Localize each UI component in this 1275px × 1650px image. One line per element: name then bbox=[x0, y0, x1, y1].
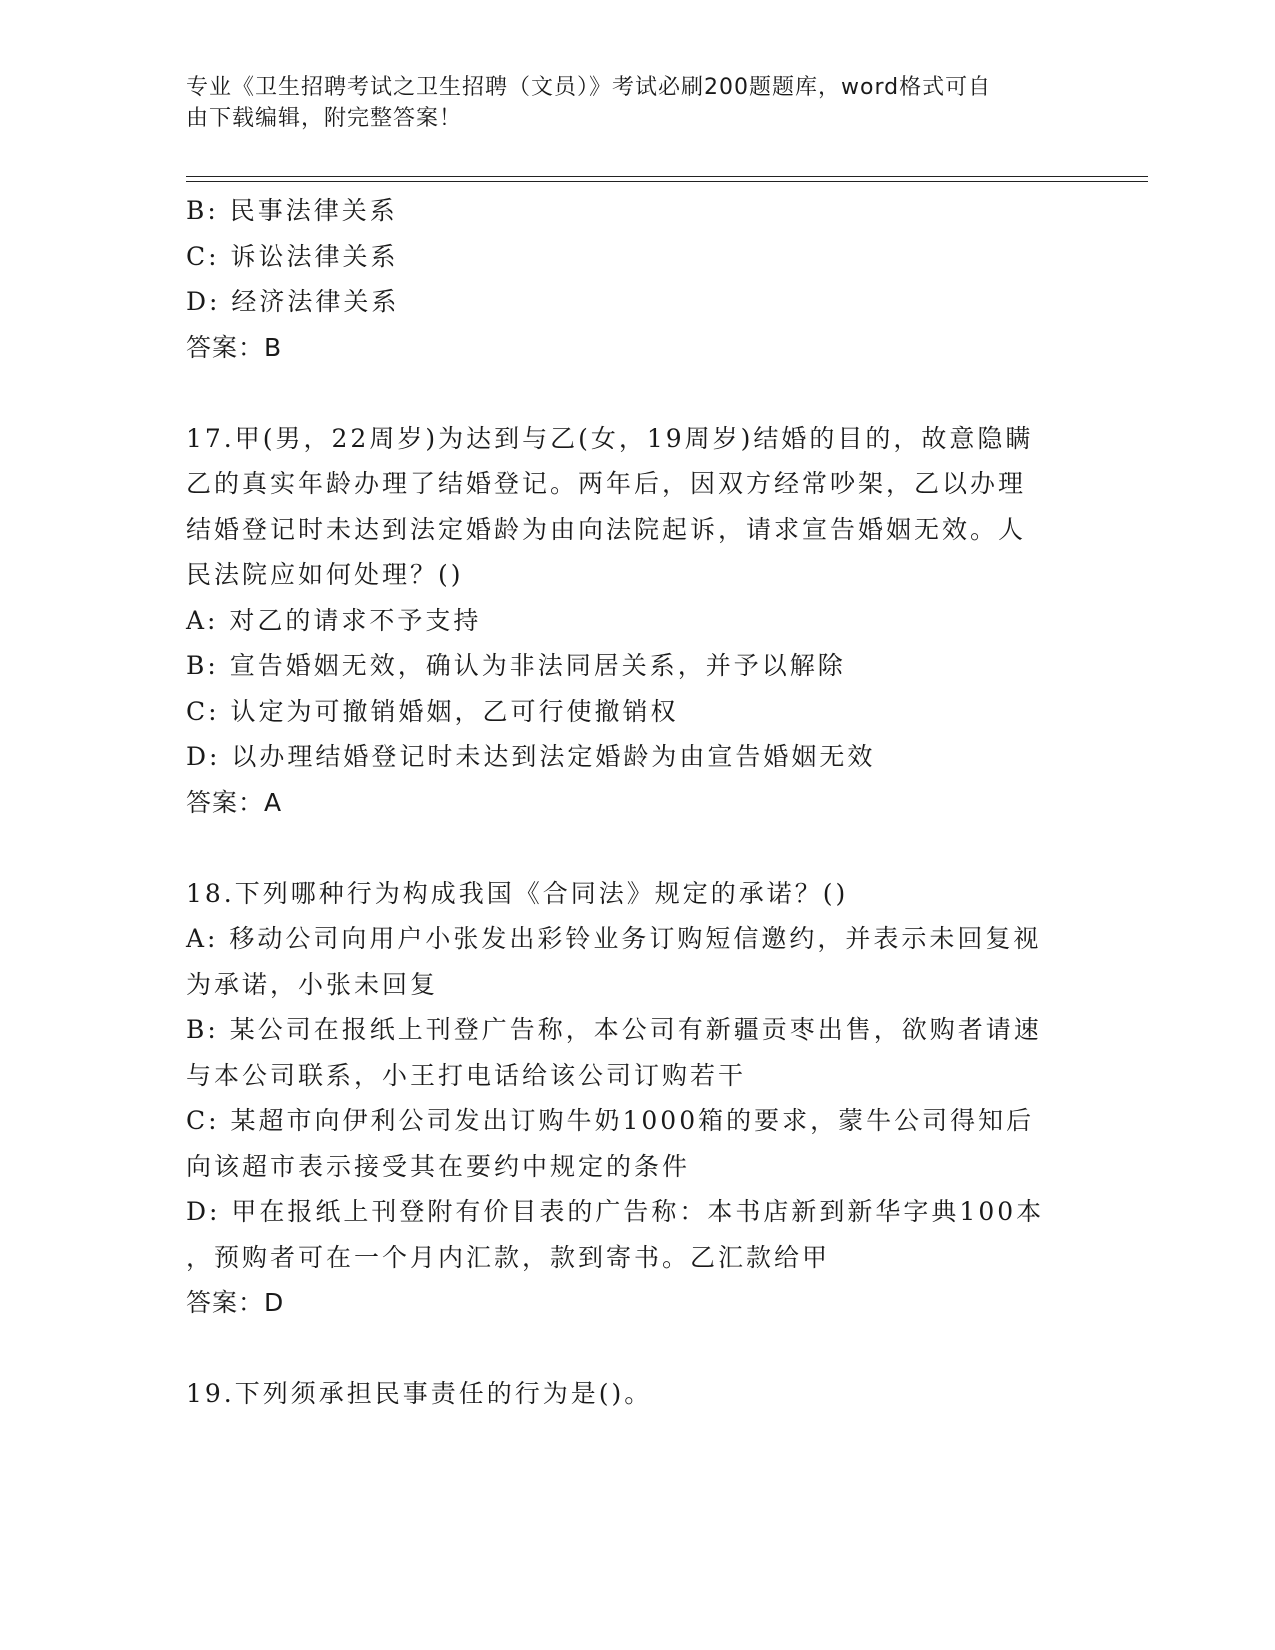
question-16-tail bbox=[186, 188, 1066, 370]
option-d: D: 以办理结婚登记时未达到法定婚龄为由宣告婚姻无效 bbox=[186, 742, 876, 771]
header-line-1: 专业《卫生招聘考试之卫生招聘（文员）》考试必刷200题题库，word格式可自 bbox=[186, 75, 992, 100]
page-header bbox=[186, 72, 1066, 134]
option-d: D: 经济法律关系 bbox=[186, 287, 400, 316]
option-b-continued: 与本公司联系，小王打电话给该公司订购若干 bbox=[186, 1060, 747, 1090]
header-divider-bottom bbox=[186, 181, 1148, 182]
question-stem-line: 乙的真实年龄办理了结婚登记。两年后，因双方经常吵架，乙以办理 bbox=[186, 469, 1027, 498]
spacer bbox=[186, 1326, 1066, 1372]
option-c-continued: 向该超市表示接受其在要约中规定的条件 bbox=[186, 1151, 691, 1181]
option-b: B: 宣告婚姻无效，确认为非法同居关系，并予以解除 bbox=[186, 651, 846, 680]
option-c: C: 诉讼法律关系 bbox=[186, 241, 399, 271]
option-a: A: 对乙的请求不予支持 bbox=[186, 605, 482, 635]
option-d-continued: ，预购者可在一个月内汇款，款到寄书。乙汇款给甲 bbox=[186, 1242, 831, 1272]
option-a-continued: 为承诺，小张未回复 bbox=[186, 969, 439, 999]
question-19 bbox=[186, 1371, 1066, 1417]
spacer bbox=[186, 370, 1066, 416]
question-body bbox=[186, 188, 1066, 1417]
answer-line: 答案：B bbox=[186, 332, 283, 362]
question-17 bbox=[186, 416, 1066, 826]
question-stem-line: 19.下列须承担民事责任的行为是()。 bbox=[186, 1379, 653, 1408]
question-stem-line: 17.甲(男，22周岁)为达到与乙(女，19周岁)结婚的目的，故意隐瞒 bbox=[186, 423, 1034, 453]
question-stem-line: 18.下列哪种行为构成我国《合同法》规定的承诺？() bbox=[186, 878, 849, 908]
answer-line: 答案：A bbox=[186, 787, 283, 817]
question-stem-line: 结婚登记时未达到法定婚龄为由向法院起诉，请求宣告婚姻无效。人 bbox=[186, 514, 1027, 544]
header-line-2: 由下载编辑，附完整答案！ bbox=[186, 106, 463, 131]
header-divider-top bbox=[186, 176, 1148, 177]
option-c: C: 某超市向伊利公司发出订购牛奶1000箱的要求，蒙牛公司得知后 bbox=[186, 1106, 1035, 1135]
option-b: B: 某公司在报纸上刊登广告称，本公司有新疆贡枣出售，欲购者请速 bbox=[186, 1015, 1042, 1044]
question-stem-line: 民法院应如何处理？() bbox=[186, 560, 464, 589]
option-d: D: 甲在报纸上刊登附有价目表的广告称：本书店新到新华字典100本 bbox=[186, 1197, 1045, 1226]
answer-line: 答案：D bbox=[186, 1288, 285, 1317]
option-c: C: 认定为可撤销婚姻，乙可行使撤销权 bbox=[186, 696, 679, 726]
question-18 bbox=[186, 871, 1066, 1326]
spacer bbox=[186, 825, 1066, 871]
option-b: B: 民事法律关系 bbox=[186, 196, 398, 225]
option-a: A: 移动公司向用户小张发出彩铃业务订购短信邀约，并表示未回复视 bbox=[186, 924, 1042, 953]
